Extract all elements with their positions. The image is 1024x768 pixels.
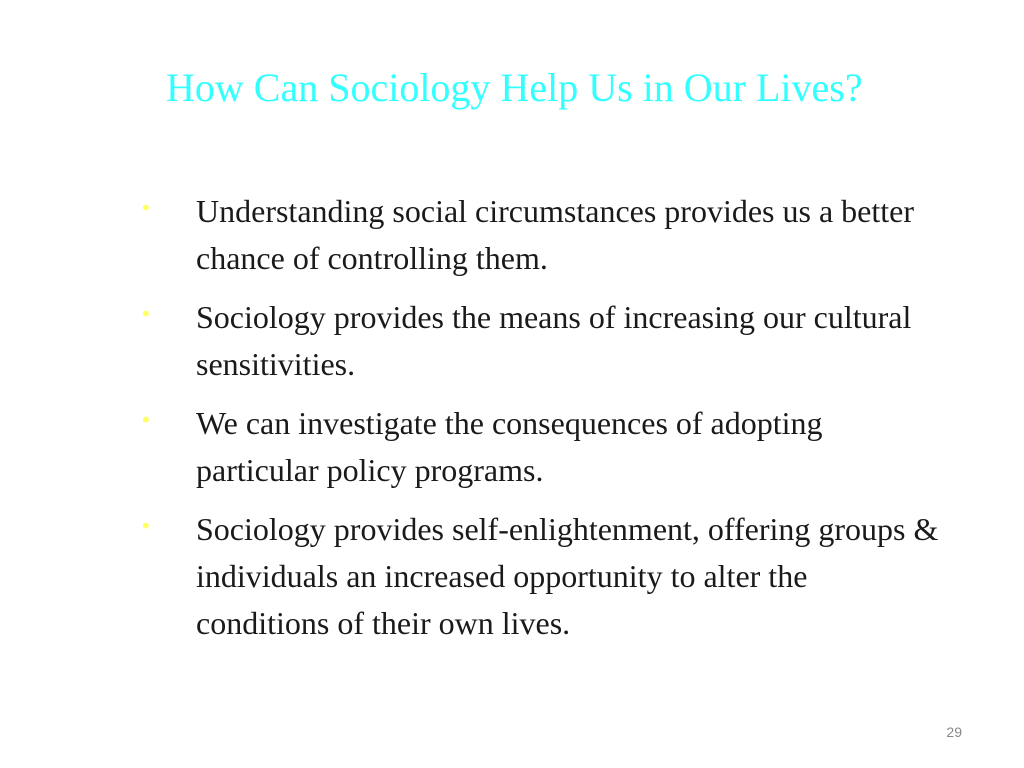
bullet-item [140,506,940,647]
slide-number: 29 [946,724,962,740]
bullet-text: We can investigate the consequences of adopting particular policy programs. [196,405,823,488]
bullet-text: Sociology provides the means of increasing our cultural sensitivities. [196,299,912,382]
bullet-icon: • [140,408,152,432]
bullet-text: Understanding social circumstances provides us a better chance of controlling them. [196,193,914,276]
bullet-icon: • [140,302,152,326]
bullet-list [140,188,940,659]
bullet-item [140,188,940,282]
bullet-icon: • [140,196,152,220]
bullet-icon: • [140,514,152,538]
bullet-item [140,294,940,388]
slide-title: How Can Sociology Help Us in Our Lives? [166,65,863,110]
bullet-text: Sociology provides self-enlightenment, offering groups & individuals an increased opportunity to alter the conditions of their own lives. [196,511,939,641]
bullet-item [140,400,940,494]
